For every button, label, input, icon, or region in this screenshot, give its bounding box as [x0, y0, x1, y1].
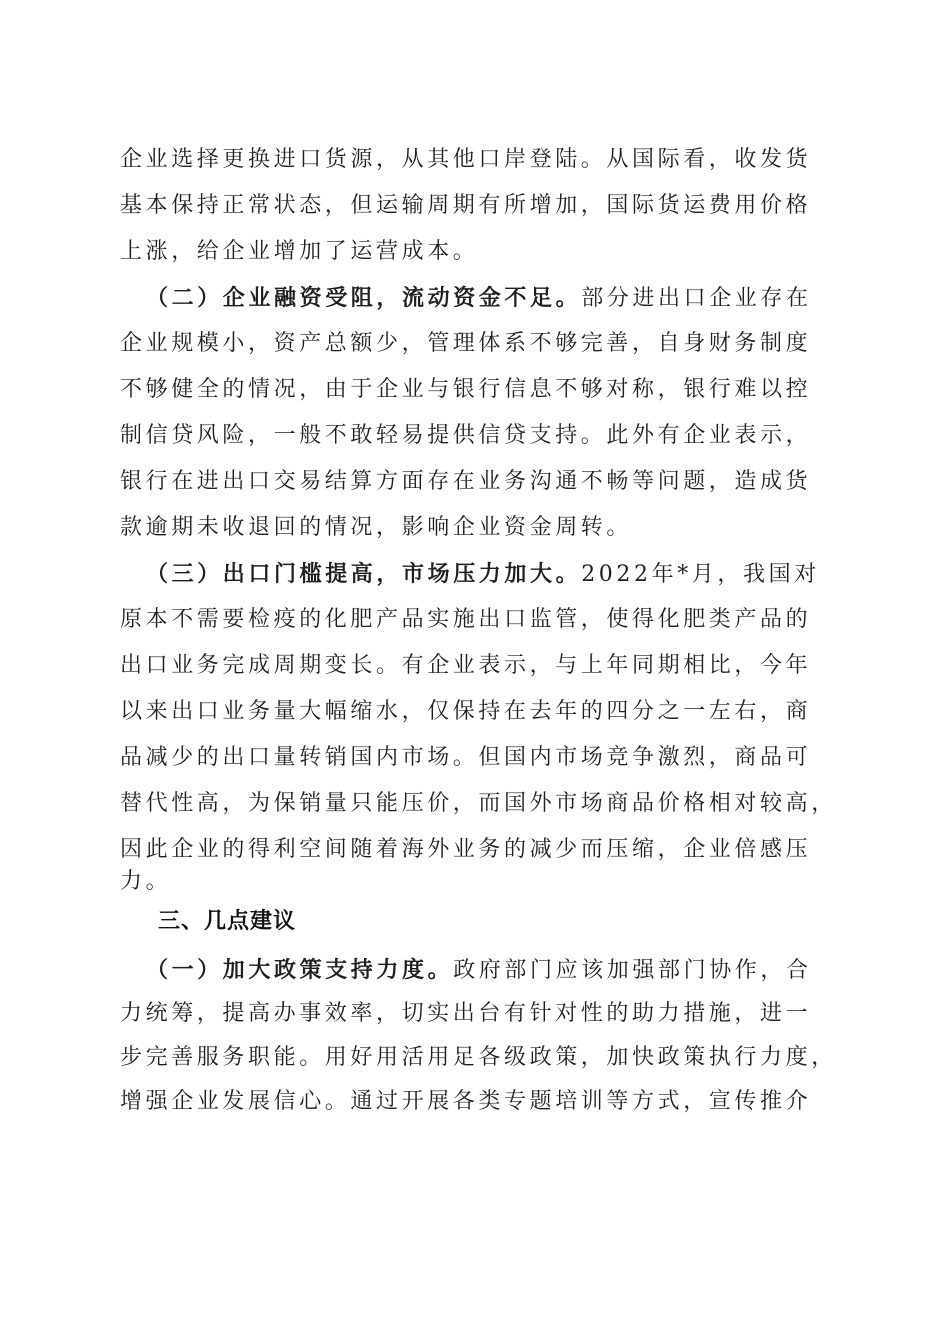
paragraph-line: 基本保持正常状态，但运输周期有所增加，国际货运费用价格	[120, 193, 812, 218]
paragraph-first-line	[146, 278, 866, 318]
paragraph-line: 企业选择更换进口货源，从其他口岸登陆。从国际看，收发货	[120, 147, 812, 172]
paragraph-line: 品减少的出口量转销国内市场。但国内市场竞争激烈，商品可	[120, 745, 812, 770]
paragraph-line: 增强企业发展信心。通过开展各类专题培训等方式，宣传推介	[120, 1089, 812, 1114]
paragraph-line: 力统筹，提高办事效率，切实出台有针对性的助力措施，进一	[120, 1001, 812, 1026]
paragraph-line: 企业规模小，资产总额少，管理体系不够完善，自身财务制度	[120, 331, 812, 356]
paragraph-line: 替代性高，为保销量只能压价，而国外市场商品价格相对较高，	[120, 791, 837, 816]
paragraph-line: 款逾期未收退回的情况，影响企业资金周转。	[120, 515, 633, 540]
paragraph-lead-heading: （三）出口门槛提高，市场压力加大。	[146, 561, 582, 587]
paragraph-text: 2022年*月，我国对	[581, 562, 820, 587]
paragraph-line: 上涨，给企业增加了运营成本。	[120, 239, 479, 264]
paragraph-line: 原本不需要检疫的化肥产品实施出口监管，使得化肥类产品的	[120, 607, 812, 632]
paragraph-line: 步完善服务职能。用好用活用足各级政策，加快政策执行力度，	[120, 1045, 837, 1070]
paragraph-first-line	[146, 554, 866, 594]
paragraph-lead-heading: （二）企业融资受阻，流动资金不足。	[146, 285, 582, 311]
paragraph-first-line	[146, 950, 866, 990]
paragraph-line: 以来出口业务量大幅缩水，仅保持在去年的四分之一左右，商	[120, 699, 812, 724]
paragraph-text: 部分进出口企业存在	[581, 286, 812, 311]
paragraph-lead-heading: （一）加大政策支持力度。	[146, 957, 454, 983]
paragraph-line: 出口业务完成周期变长。有企业表示，与上年同期相比，今年	[120, 653, 812, 678]
paragraph-line: 制信贷风险，一般不敢轻易提供信贷支持。此外有企业表示，	[120, 423, 812, 448]
section-heading: 三、几点建议	[158, 909, 297, 934]
paragraph-text: 政府部门应该加强部门协作，合	[453, 958, 812, 983]
paragraph-line: 不够健全的情况，由于企业与银行信息不够对称，银行难以控	[120, 377, 812, 402]
paragraph-line: 力。	[120, 869, 172, 894]
paragraph-line: 银行在进出口交易结算方面存在业务沟通不畅等问题，造成货	[120, 469, 812, 494]
paragraph-line: 因此企业的得利空间随着海外业务的减少而压缩，企业倍感压	[120, 837, 812, 862]
